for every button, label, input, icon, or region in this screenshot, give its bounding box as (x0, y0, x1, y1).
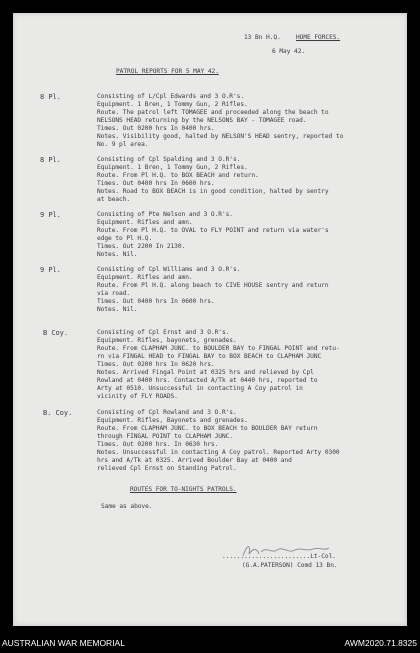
section-line: Consisting of L/Cpl Edwards and 3 O.R's. (97, 93, 245, 100)
section-line: Notes. Road to BOX BEACH is in good condition, halted by sentry (97, 188, 329, 195)
routes-heading: ROUTES FOR TO-NIGHTS PATROLS. (130, 486, 237, 493)
section-line: Notes. Unsuccessful in contacting A Coy patrol. Reported Arty 0300 (97, 449, 340, 456)
section-label: 9 Pl. (40, 211, 61, 219)
section-line: edge to Pl H.Q. (97, 235, 153, 242)
section-line: relieved Cpl Ernst on Standing Patrol. (97, 465, 237, 472)
section-line: Times. Out 2200 In 2130. (97, 243, 186, 250)
section-line: Arty at 0510. Unsuccessful in contacting A Coy patrol in (97, 385, 303, 392)
section-line: Equipment. Rifles, Bayonets and grenades. (97, 417, 248, 424)
signature-line: ........................Lt-Col. (222, 553, 336, 560)
section-line: vicinity of FLY ROADS. (97, 393, 178, 400)
section-line: Route. From CLAPHAM JUNC. to BOULDER BAY to FINGAL POINT and retu- (97, 345, 340, 352)
section-label: 8 Pl. (40, 156, 61, 164)
section-line: Equipment. 1 Bren, 1 Tommy Gun, 2 Rifles. (97, 164, 248, 171)
section-label: 8 Pl. (40, 93, 61, 101)
report-title: PATROL REPORTS FOR 5 MAY 42. (116, 68, 219, 75)
section-line: Times. Out 0400 hrs In 0600 hrs. (97, 298, 215, 305)
section-line: Equipment. Rifles and amn. (97, 219, 193, 226)
signature-name: (G.A.PATERSON) Comd 13 Bn. (242, 562, 338, 569)
section-line: Equipment. Rifles, bayonets, grenades. (97, 337, 237, 344)
section-line: Consisting of Cpl Ernst and 3 O.R's. (97, 329, 230, 336)
footer-left: AUSTRALIAN WAR MEMORIAL (2, 638, 125, 648)
section-label: B. Coy. (43, 409, 73, 417)
section-line: via road. (97, 290, 131, 297)
section-line: Route. From Pl H.Q. to OVAL to FLY POINT and return via water's (97, 227, 329, 234)
header-title: HOME FORCES. (296, 34, 341, 41)
section-line: rn via FINGAL HEAD to FINGAL BAY to BOX BEACH to CLAPHAM JUNC (97, 353, 322, 360)
section-line: Route. From Pl H.Q. to BOX BEACH and return. (97, 172, 259, 179)
section-line: Route. From CLAPHAM JUNC. to BOX BEACH to BOULDER BAY return (97, 425, 318, 432)
section-line: Equipment. Rifles and amn. (97, 274, 193, 281)
routes-text: Same as above. (101, 503, 153, 510)
section-line: Times. Out 0200 hrs In 0620 hrs. (97, 361, 215, 368)
section-line: NELSONS HEAD returning by the NELSONS BAY - TOMAGEE road. (97, 117, 307, 124)
document-page (13, 13, 407, 626)
footer-right: AWM2020.71.8325 (344, 638, 417, 648)
section-line: Consisting of Cpl Williams and 3 O.R's. (97, 266, 241, 273)
section-line: Notes. Nil. (97, 306, 138, 313)
section-line: Times. Out 0400 hrs In 0600 hrs. (97, 180, 215, 187)
section-line: Notes. Nil. (97, 251, 138, 258)
section-line: Route. The patrol left TOMAGEE and proceeded along the beach to (97, 109, 329, 116)
section-line: hrs and A/Tk at 0325. Arrived Boulder Bay at 0400 and (97, 457, 292, 464)
section-line: Consisting of Cpl Rowland and 3 O.R's. (97, 409, 237, 416)
section-line: Times. Out 0200 hrs In 0400 hrs. (97, 125, 215, 132)
section-line: Notes. Visibility good, halted by NELSON'S HEAD sentry, reported to (97, 133, 344, 140)
header-unit: 13 Bn H.Q. (244, 34, 281, 41)
section-line: at beach. (97, 196, 131, 203)
section-line: Notes. Arrived Fingal Point at 0325 hrs and relieved by Cpl (97, 369, 314, 376)
section-line: Rowland at 0400 hrs. Contacted A/Tk at 0440 hrs, reported to (97, 377, 318, 384)
section-label: 9 Pl. (40, 266, 61, 274)
section-line: Equipment. 1 Bren, 1 Tommy Gun, 2 Rifles. (97, 101, 248, 108)
header-date: 6 May 42. (272, 48, 306, 55)
section-line: Consisting of Pte Nelson and 3 O.R's. (97, 211, 233, 218)
section-line: Times. Out 0200 hrs. In 0630 hrs. (97, 441, 219, 448)
section-line: through FINGAL POINT to CLAPHAM JUNC. (97, 433, 233, 440)
section-line: Consisting of Cpl Spalding and 3 O.R's. (97, 156, 241, 163)
section-line: No. 9 pl area. (97, 141, 149, 148)
section-line: Route. From Pl H.Q. along beach to CIVE HOUSE sentry and return (97, 282, 329, 289)
section-label: B Coy. (43, 329, 68, 337)
